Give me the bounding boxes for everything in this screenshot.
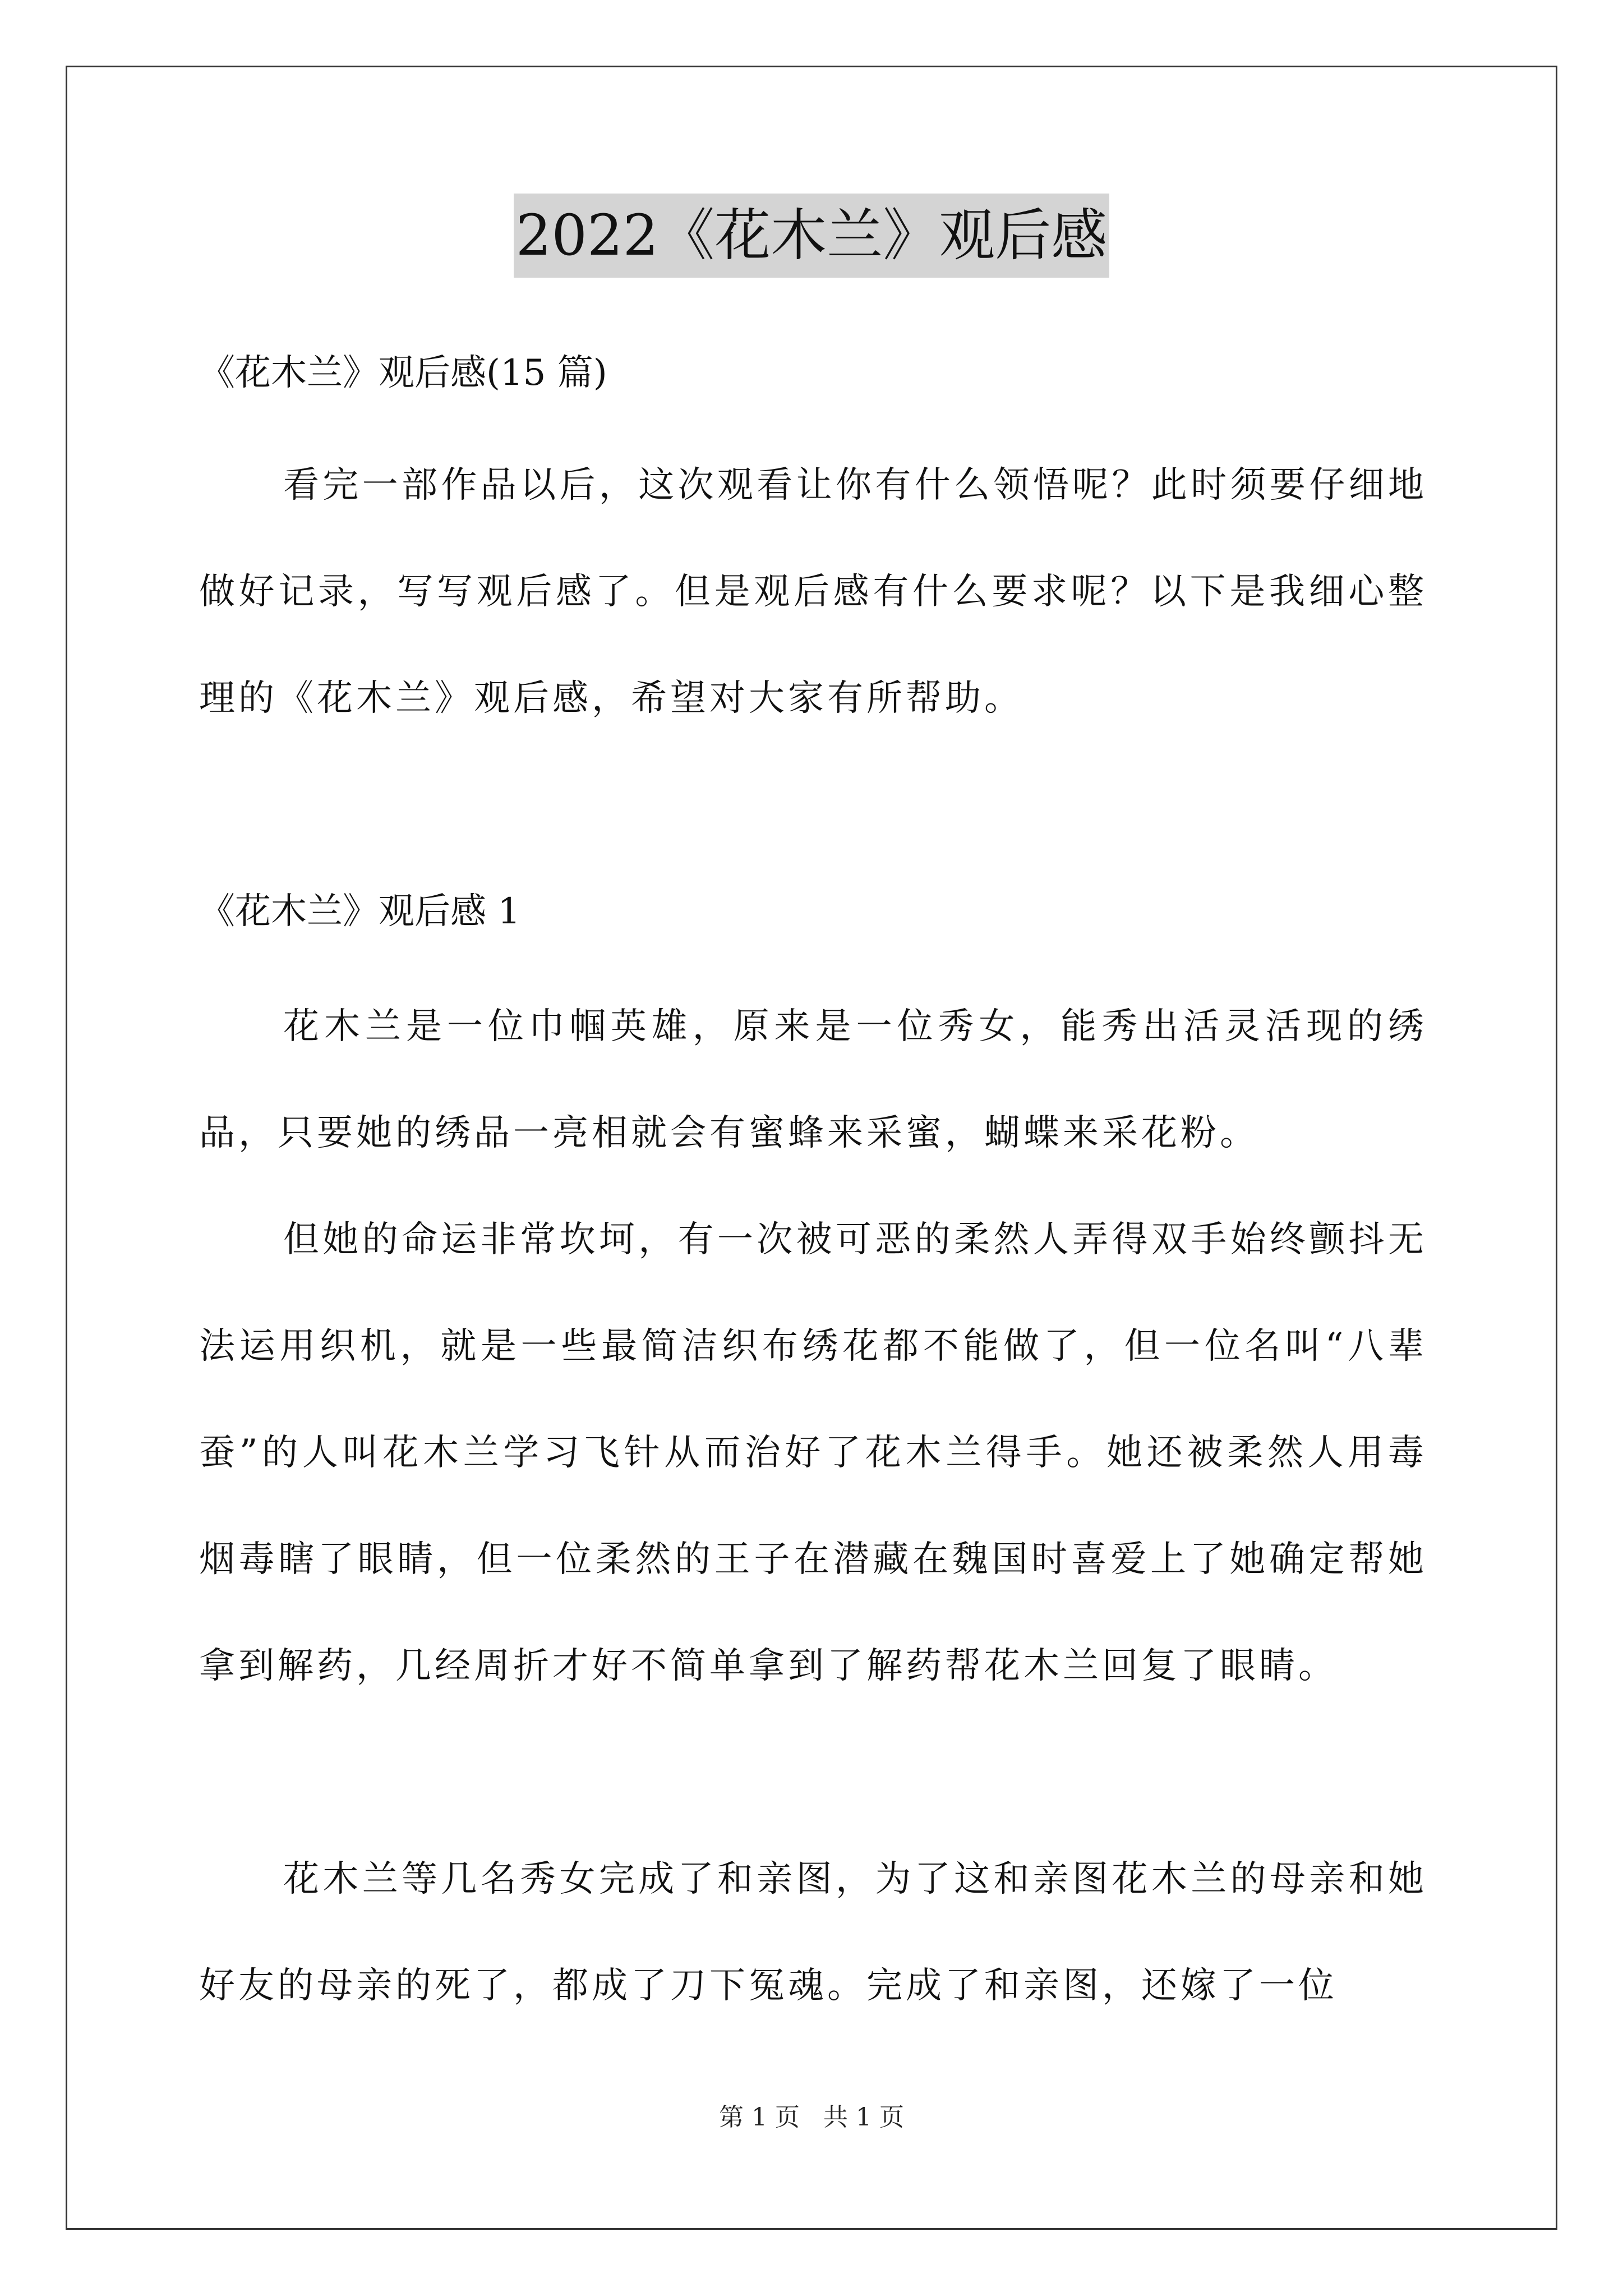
- body-paragraph-3: 花木兰等几名秀女完成了和亲图，为了这和亲图花木兰的母亲和她好友的母亲的死了，都成了刀下冤魂。完成了和亲图，还嫁了一位: [199, 1858, 1427, 2007]
- intro-paragraph: 看完一部作品以后，这次观看让你有什么领悟呢？此时须要仔细地做好记录，写写观后感了。但是观后感有什么要求呢？以下是我细心整理的《花木兰》观后感，希望对大家有所帮助。: [199, 464, 1427, 719]
- document-subtitle: 《花木兰》观后感(15 篇): [199, 352, 607, 394]
- document-title: 2022《花木兰》观后感: [514, 194, 1110, 278]
- body-paragraph-1: 花木兰是一位巾帼英雄，原来是一位秀女，能秀出活灵活现的绣品，只要她的绣品一亮相就会有蜜蜂来采蜜，蝴蝶来采花粉。: [199, 1006, 1427, 1154]
- section-heading-1: 《花木兰》观后感 1: [199, 891, 521, 932]
- title-container: [0, 194, 1623, 278]
- page-number-footer: 第 1 页 共 1 页: [719, 2103, 904, 2132]
- body-paragraph-2: 但她的命运非常坎坷，有一次被可恶的柔然人弄得双手始终颤抖无法运用织机，就是一些最简洁织布绣花都不能做了，但一位名叫“八辈蚕”的人叫花木兰学习飞针从而治好了花木兰得手。她还被柔然人用毒烟毒瞎了眼睛，但一位柔然的王子在潜藏在魏国时喜爱上了她确定帮她拿到解药，几经周折才好不简单拿到了解药帮花木兰回复了眼睛。: [199, 1219, 1427, 1687]
